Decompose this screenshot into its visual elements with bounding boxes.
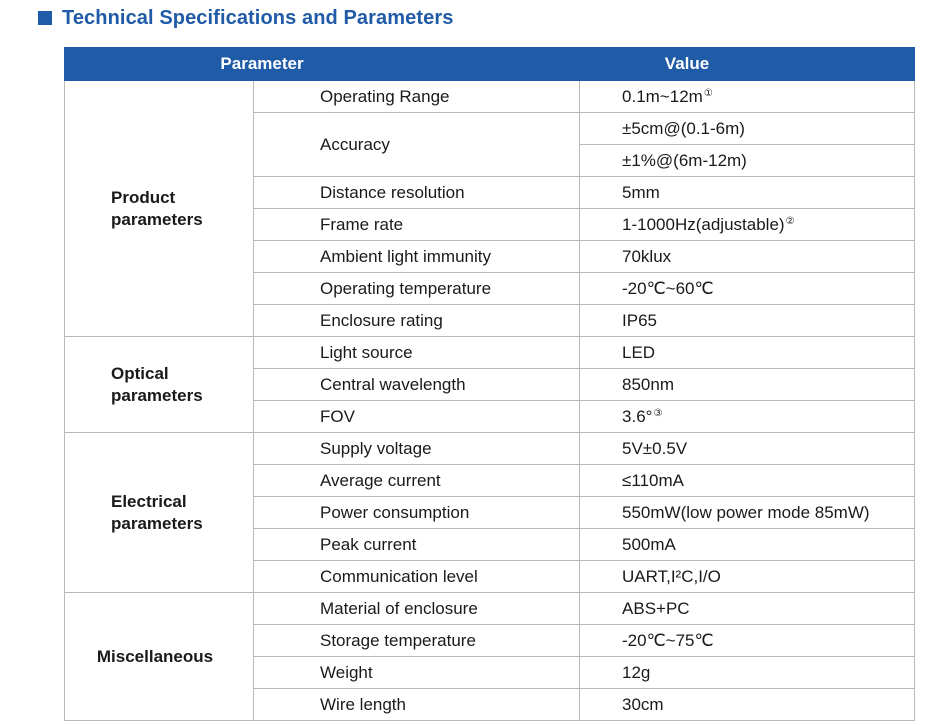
heading-square-icon: [38, 11, 52, 25]
table-header-row: [65, 48, 915, 81]
param-value: 5V±0.5V: [580, 433, 915, 465]
param-value: -20℃~60℃: [580, 273, 915, 305]
param-name: Communication level: [254, 561, 580, 593]
group-misc: Miscellaneous: [65, 593, 254, 721]
section-heading: [38, 3, 453, 33]
param-value: 1-1000Hz(adjustable)②: [580, 209, 915, 241]
param-name: Weight: [254, 657, 580, 689]
param-value: ±5cm@(0.1-6m): [580, 113, 915, 145]
param-value: 500mA: [580, 529, 915, 561]
group-optical: Optical parameters: [65, 337, 254, 433]
param-value: IP65: [580, 305, 915, 337]
table-row: [65, 337, 915, 369]
param-value: 70klux: [580, 241, 915, 273]
param-value: ±1%@(6m-12m): [580, 145, 915, 177]
param-name: Frame rate: [254, 209, 580, 241]
param-name: Wire length: [254, 689, 580, 721]
param-value: 850nm: [580, 369, 915, 401]
group-electrical: Electrical parameters: [65, 433, 254, 593]
param-name: Operating temperature: [254, 273, 580, 305]
param-value: 0.1m~12m①: [580, 81, 915, 113]
table-row: [65, 593, 915, 625]
page-title: Technical Specifications and Parameters: [62, 6, 454, 29]
param-name: Enclosure rating: [254, 305, 580, 337]
param-value: 12g: [580, 657, 915, 689]
param-name: Storage temperature: [254, 625, 580, 657]
spec-table: [64, 47, 915, 721]
param-name: Distance resolution: [254, 177, 580, 209]
param-name: Accuracy: [254, 113, 580, 177]
group-product: Product parameters: [65, 81, 254, 337]
param-name: Light source: [254, 337, 580, 369]
header-parameter: Parameter: [65, 48, 580, 81]
param-name: Ambient light immunity: [254, 241, 580, 273]
param-value: ≤110mA: [580, 465, 915, 497]
param-name: Material of enclosure: [254, 593, 580, 625]
table-row: [65, 81, 915, 113]
footnote-marker: ③: [653, 407, 663, 419]
param-value: ABS+PC: [580, 593, 915, 625]
param-value: -20℃~75℃: [580, 625, 915, 657]
param-name: Average current: [254, 465, 580, 497]
param-value: 3.6°③: [580, 401, 915, 433]
param-name: Power consumption: [254, 497, 580, 529]
param-value: 550mW(low power mode 85mW): [580, 497, 915, 529]
table-row: [65, 433, 915, 465]
param-name: Peak current: [254, 529, 580, 561]
footnote-marker: ①: [703, 87, 713, 99]
param-value: 5mm: [580, 177, 915, 209]
footnote-marker: ②: [785, 215, 795, 227]
param-value: LED: [580, 337, 915, 369]
param-name: Operating Range: [254, 81, 580, 113]
header-value: Value: [580, 48, 915, 81]
param-name: FOV: [254, 401, 580, 433]
param-value: UART,I²C,I/O: [580, 561, 915, 593]
param-name: Supply voltage: [254, 433, 580, 465]
param-name: Central wavelength: [254, 369, 580, 401]
param-value: 30cm: [580, 689, 915, 721]
